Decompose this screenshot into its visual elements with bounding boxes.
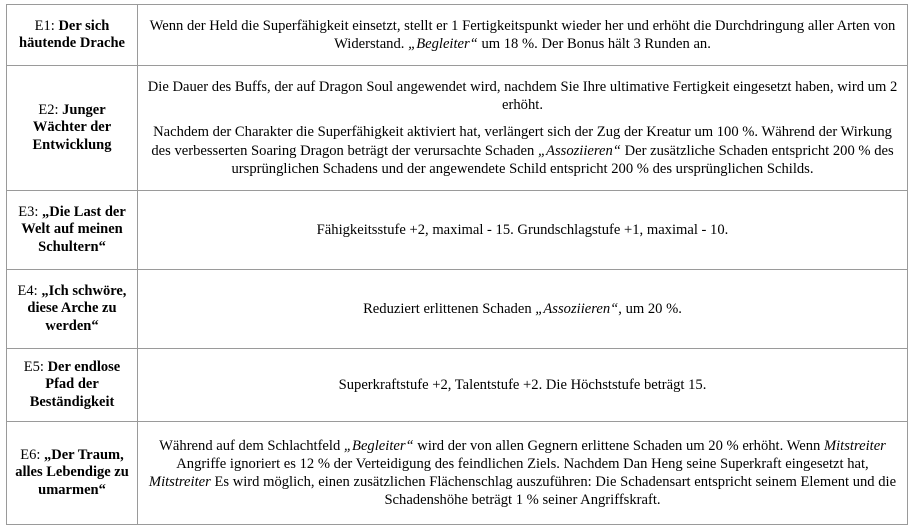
- eidolon-level-label: E1:: [34, 17, 59, 34]
- eidolon-description-cell: [138, 270, 908, 349]
- eidolon-name-cell: [7, 5, 138, 66]
- eidolon-level-label: E4:: [17, 283, 42, 300]
- eidolon-name-cell: [7, 191, 138, 270]
- body-text: Angriffe ignoriert es 12 % der Verteidigung des feindlichen Ziels. Nachdem Dan Heng seine Superkraft eingesetzt hat,: [176, 455, 869, 472]
- eidolon-name-cell: [7, 270, 138, 349]
- table-row: [7, 5, 908, 66]
- eidolon-title-label: „Der Traum, alles Lebendige zu umarmen“: [15, 447, 129, 498]
- emphasis-text: Mitstreiter: [823, 437, 886, 454]
- body-text: Die Dauer des Buffs, der auf Dragon Soul angewendet wird, nachdem Sie Ihre ultimative Fertigkeit eingesetzt haben, wird um 2 erhöht.: [147, 79, 898, 114]
- description-paragraph: [144, 437, 901, 509]
- eidolon-name-cell: [7, 349, 138, 422]
- table-body: [7, 5, 908, 525]
- eidolon-level-label: E3:: [18, 204, 42, 221]
- description-paragraph: [144, 123, 901, 177]
- eidolon-title-label: „Die Last der Welt auf meinen Schultern“: [21, 204, 126, 255]
- table-row: [7, 66, 908, 191]
- eidolon-description-cell: [138, 66, 908, 191]
- eidolon-table: [6, 4, 908, 525]
- eidolon-name-cell: [7, 66, 138, 191]
- emphasis-text: „Assoziieren“: [537, 142, 621, 159]
- eidolon-title-label: „Ich schwöre, diese Arche zu werden“: [27, 283, 127, 334]
- table-row: [7, 349, 908, 422]
- body-text: , um 20 %.: [618, 300, 682, 317]
- description-paragraph: [144, 221, 901, 239]
- eidolon-title-label: Der endlose Pfad der Beständigkeit: [29, 359, 121, 410]
- eidolon-description-cell: [138, 422, 908, 525]
- description-paragraph: [144, 300, 901, 318]
- emphasis-text: „Assoziieren“: [535, 300, 619, 317]
- eidolon-description-cell: [138, 191, 908, 270]
- table-row: [7, 270, 908, 349]
- eidolon-description-cell: [138, 5, 908, 66]
- eidolon-title-label: Junger Wächter der Entwicklung: [32, 102, 112, 153]
- body-text: Reduziert erlittenen Schaden: [363, 300, 536, 317]
- eidolon-level-label: E2:: [38, 102, 63, 119]
- body-text: Fähigkeitsstufe +2, maximal - 15. Grundschlagstufe +1, maximal - 10.: [316, 221, 729, 238]
- body-text: Superkraftstufe +2, Talentstufe +2. Die Höchststufe beträgt 15.: [338, 376, 707, 393]
- body-text: wird der von allen Gegnern erlittene Schaden um 20 % erhöht. Wenn: [413, 437, 824, 454]
- body-text: Wenn der Held die Superfähigkeit einsetzt, stellt er 1 Fertigkeitspunkt wieder her und erhöht die Durchdringung aller Arten von Widerstand.: [149, 17, 896, 52]
- eidolon-level-label: E6:: [20, 447, 44, 464]
- eidolon-name-cell: [7, 422, 138, 525]
- body-text: Während auf dem Schlachtfeld: [159, 437, 344, 454]
- description-paragraph: [144, 376, 901, 394]
- emphasis-text: „Begleiter“: [408, 36, 478, 52]
- eidolon-level-label: E5:: [23, 359, 48, 376]
- description-paragraph: [144, 17, 901, 53]
- body-text: Es wird möglich, einen zusätzlichen Flächenschlag auszuführen: Die Schadensart entspricht seinem Element und die Schadenshöhe beträgt 1 % seiner Angriffskraft.: [210, 474, 897, 509]
- emphasis-text: „Begleiter“: [343, 437, 414, 454]
- table-row: [7, 191, 908, 270]
- table-row: [7, 422, 908, 525]
- eidolon-title-label: Der sich häutende Drache: [19, 17, 125, 51]
- body-text: Nachdem der Charakter die Superfähigkeit aktiviert hat, verlängert sich der Zug der Kreatur um 100 %. Während der Wirkung des verbesserten Soaring Dragon beträgt der verursachte Schaden: [151, 124, 892, 159]
- emphasis-text: Mitstreiter: [148, 474, 211, 490]
- body-text: Der zusätzliche Schaden entspricht 200 % des ursprünglichen Schadens und der angewendete Schild entspricht 200 % des ursprünglichen Schilds.: [231, 142, 894, 177]
- description-paragraph: [144, 78, 901, 114]
- eidolon-description-cell: [138, 349, 908, 422]
- body-text: um 18 %. Der Bonus hält 3 Runden an.: [477, 36, 711, 52]
